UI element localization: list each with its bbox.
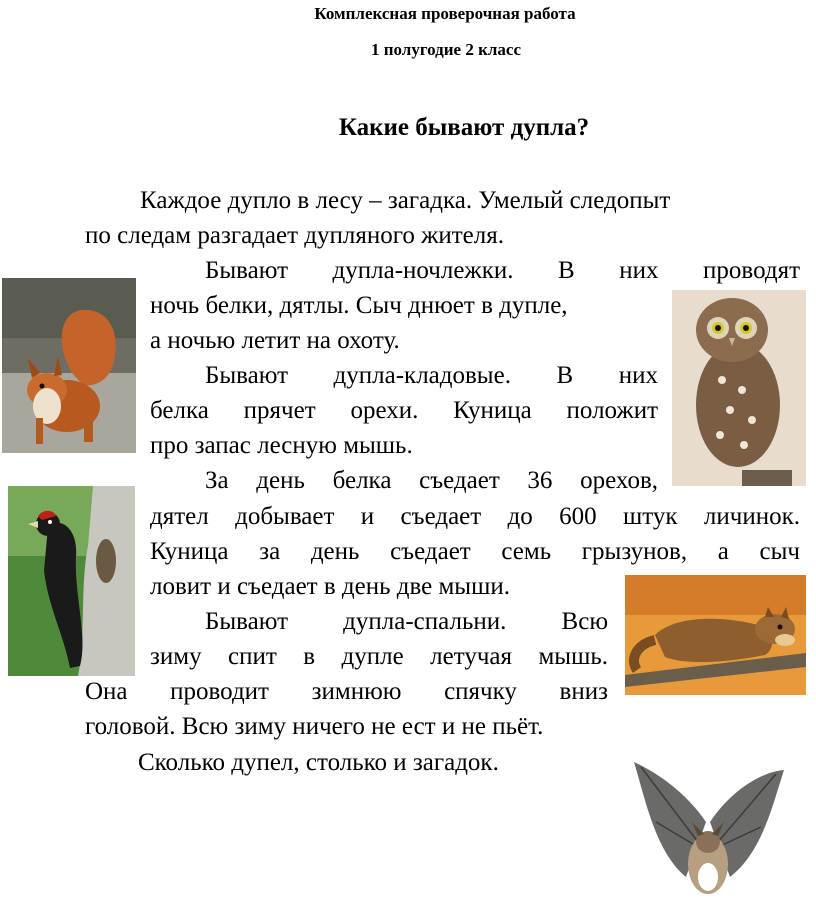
marten-image [625, 575, 806, 695]
text-line: головой. Всю зиму ничего не ест и не пьёт. [85, 713, 544, 740]
text-line: За день белка съедает 36 орехов, [205, 467, 658, 494]
text-line: а ночью летит на охоту. [150, 327, 400, 354]
text-line: Бывают дупла-ночлежки. В них проводят [205, 257, 800, 284]
squirrel-image [2, 278, 136, 453]
header-line-2: 1 полугодие 2 класс [370, 40, 522, 59]
text-line: ночь белки, дятлы. Сыч днюет в дупле, [150, 292, 568, 319]
text-line: белка прячет орехи. Куница положит [150, 397, 658, 424]
text-line: по следам разгадает дупляного жителя. [85, 222, 504, 249]
text-line: ловит и съедает в день две мыши. [150, 573, 510, 600]
woodpecker-image [8, 486, 135, 676]
page-title: Какие бывают дупла? [338, 114, 590, 141]
owl-image [672, 290, 806, 486]
text-line: Бывают дупла-спальни. Всю [205, 608, 608, 635]
text-line: Бывают дупла-кладовые. В них [205, 362, 658, 389]
text-line: Куница за день съедает семь грызунов, а сыч [150, 538, 800, 565]
text-line: про запас лесную мышь. [150, 432, 413, 459]
text-line: Каждое дупло в лесу – загадка. Умелый следопыт [140, 187, 671, 214]
bat-image [626, 752, 790, 912]
text-line: Сколько дупел, столько и загадок. [138, 749, 499, 776]
text-line: зиму спит в дупле летучая мышь. [150, 643, 608, 670]
text-line: дятел добывает и съедает до 600 штук личинок. [150, 503, 800, 530]
header-line-1: Комплексная проверочная работа [314, 4, 576, 23]
text-line: Она проводит зимнюю спячку вниз [85, 678, 608, 705]
